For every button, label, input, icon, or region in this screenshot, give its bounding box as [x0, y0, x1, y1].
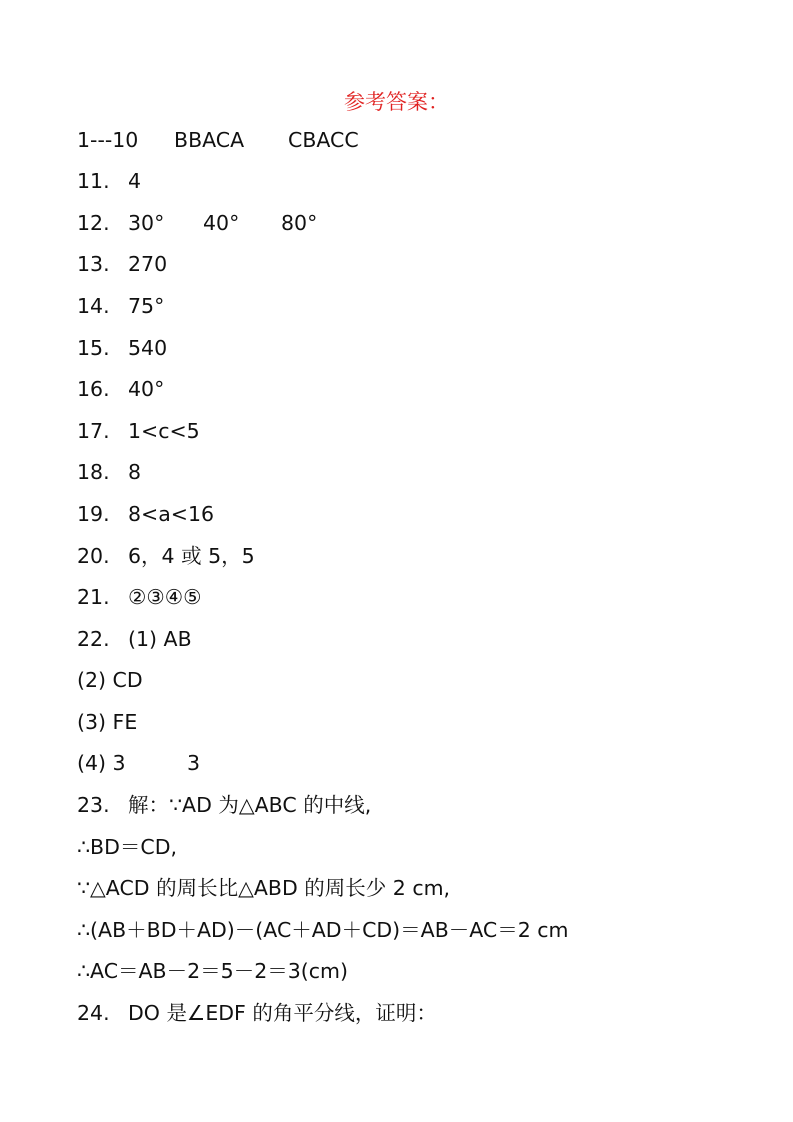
question-number: 20. [77, 544, 110, 568]
question-number: 19. [77, 502, 110, 526]
answer-14 [77, 291, 165, 321]
answer-22 [77, 624, 192, 654]
answer-value: ②③④⑤ [128, 585, 202, 609]
answer-value-2: 40° [203, 211, 240, 235]
solution-line-2: ∴BD＝CD, [77, 835, 178, 859]
solution-line-5: ∴AC＝AB－2＝5－2＝3(cm) [77, 959, 349, 983]
question-number: 24. [77, 1001, 110, 1025]
mc-answers-line [77, 125, 359, 155]
question-number: 13. [77, 252, 110, 276]
page-title: 参考答案： [344, 90, 449, 114]
question-number: 11. [77, 169, 110, 193]
answer-value: 1<c<5 [128, 419, 200, 443]
question-number: 12. [77, 211, 110, 235]
mc-group-1: BBACA [174, 128, 245, 152]
answer-value: 30° [128, 211, 165, 235]
answer-value: 6，4 或 5，5 [128, 544, 255, 568]
answer-value-3: 80° [281, 211, 318, 235]
answer-17 [77, 416, 200, 446]
answer-value-2: 3 [187, 751, 201, 775]
answer-value: 40° [128, 377, 165, 401]
answer-value: 75° [128, 294, 165, 318]
answer-22-part-4 [77, 748, 201, 778]
question-number: 15. [77, 336, 110, 360]
question-number: 16. [77, 377, 110, 401]
answer-value: (4) 3 [77, 751, 126, 775]
answer-value: 270 [128, 252, 168, 276]
solution-line-1: 解：∵AD 为△ABC 的中线, [128, 793, 372, 817]
answer-value: 4 [128, 169, 142, 193]
answer-value: 540 [128, 336, 168, 360]
solution-line-4: ∴(AB＋BD＋AD)－(AC＋AD＋CD)＝AB－AC＝2 cm [77, 918, 569, 942]
question-number: 21. [77, 585, 110, 609]
question-number: 22. [77, 627, 110, 651]
mc-group-2: CBACC [288, 128, 359, 152]
answer-value: DO 是∠EDF 的角平分线，证明： [128, 1001, 437, 1025]
question-number: 14. [77, 294, 110, 318]
answer-value: 8 [128, 460, 142, 484]
question-number: 18. [77, 460, 110, 484]
answer-22-part-2: (2) CD [77, 668, 143, 692]
answer-16 [77, 374, 165, 404]
answer-value: 8<a<16 [128, 502, 215, 526]
answer-15 [77, 333, 168, 363]
answer-19 [77, 499, 215, 529]
answer-11 [77, 166, 142, 196]
answer-22-part-3: (3) FE [77, 710, 138, 734]
question-number: 23. [77, 793, 110, 817]
answer-21 [77, 582, 202, 612]
answer-12 [77, 208, 318, 238]
mc-range: 1---10 [77, 128, 139, 152]
answer-23 [77, 790, 372, 820]
answer-value: (1) AB [128, 627, 192, 651]
answer-24 [77, 998, 437, 1028]
answer-13 [77, 249, 168, 279]
question-number: 17. [77, 419, 110, 443]
answer-20 [77, 541, 255, 571]
answer-18 [77, 457, 142, 487]
solution-line-3: ∵△ACD 的周长比△ABD 的周长少 2 cm, [77, 876, 451, 900]
